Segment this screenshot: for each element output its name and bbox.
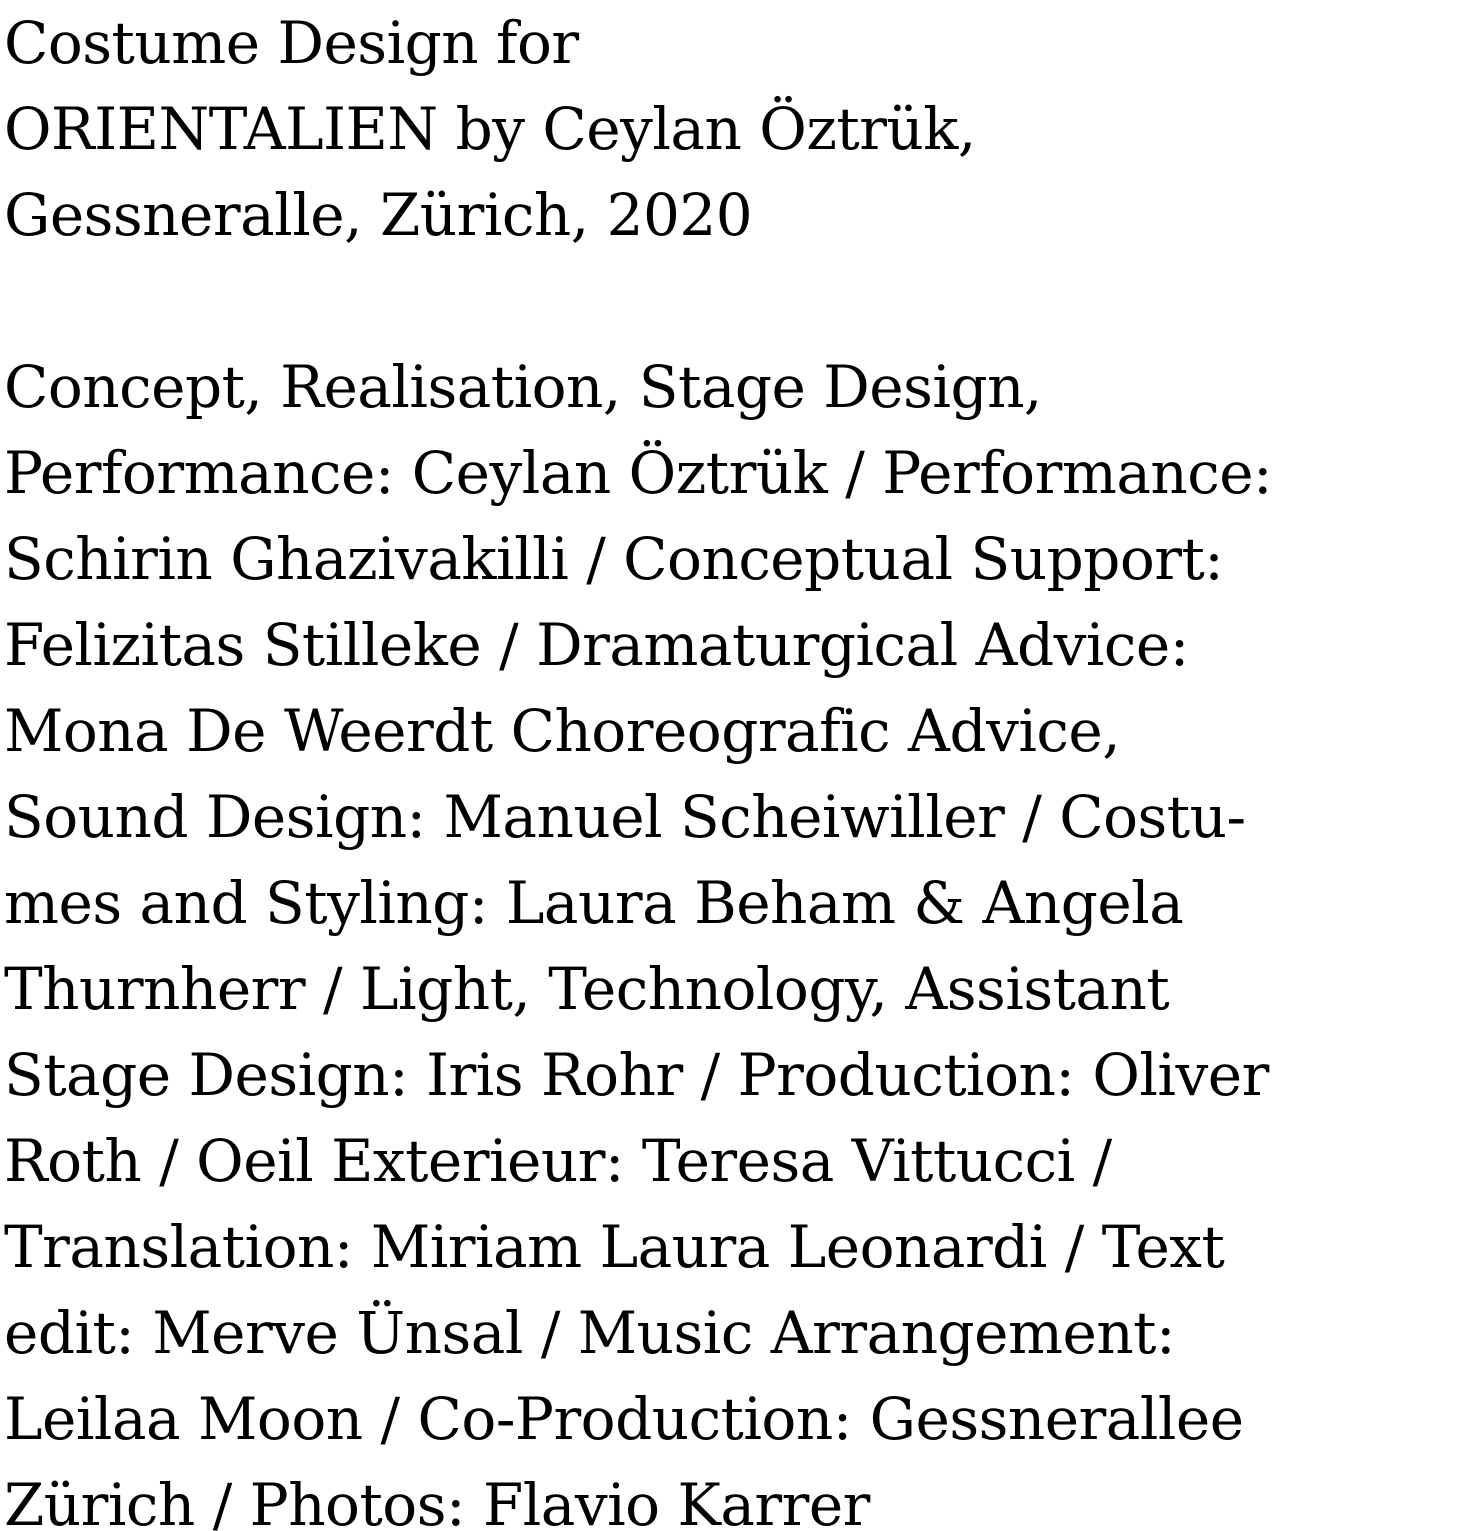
project-title	[4, 0, 1464, 258]
credits-line: Concept, Realisation, Stage Design,	[4, 353, 1042, 421]
credits-line: Stage Design: Iris Rohr / Production: Oliver	[4, 1041, 1269, 1109]
credits-line: mes and Styling: Laura Beham & Angela	[4, 869, 1184, 937]
credits-line: Thurnherr / Light, Technology, Assistant	[4, 955, 1170, 1023]
credits-line: Mona De Weerdt Choreografic Advice,	[4, 697, 1121, 765]
credits-line: edit: Merve Ünsal / Music Arrangement:	[4, 1299, 1176, 1367]
credits-line: Schirin Ghazivakilli / Conceptual Support:	[4, 525, 1224, 593]
credits-line: Sound Design: Manuel Scheiwiller / Costu-	[4, 783, 1246, 851]
title-line: Costume Design for	[4, 9, 579, 77]
credits-line: Performance: Ceylan Öztrük / Performance:	[4, 439, 1273, 507]
credits-line: Translation: Miriam Laura Leonardi / Text	[4, 1213, 1225, 1281]
credits-line: Roth / Oeil Exterieur: Teresa Vittucci /	[4, 1127, 1112, 1195]
credits-line: Zürich / Photos: Flavio Karrer	[4, 1471, 870, 1531]
credits-text	[4, 344, 1464, 1531]
title-line: Gessneralle, Zürich, 2020	[4, 181, 753, 249]
title-line: ORIENTALIEN by Ceylan Öztrük,	[4, 95, 976, 163]
credits-line: Felizitas Stilleke / Dramaturgical Advice:	[4, 611, 1189, 679]
credits-line: Leilaa Moon / Co-Production: Gessnerallee	[4, 1385, 1244, 1453]
